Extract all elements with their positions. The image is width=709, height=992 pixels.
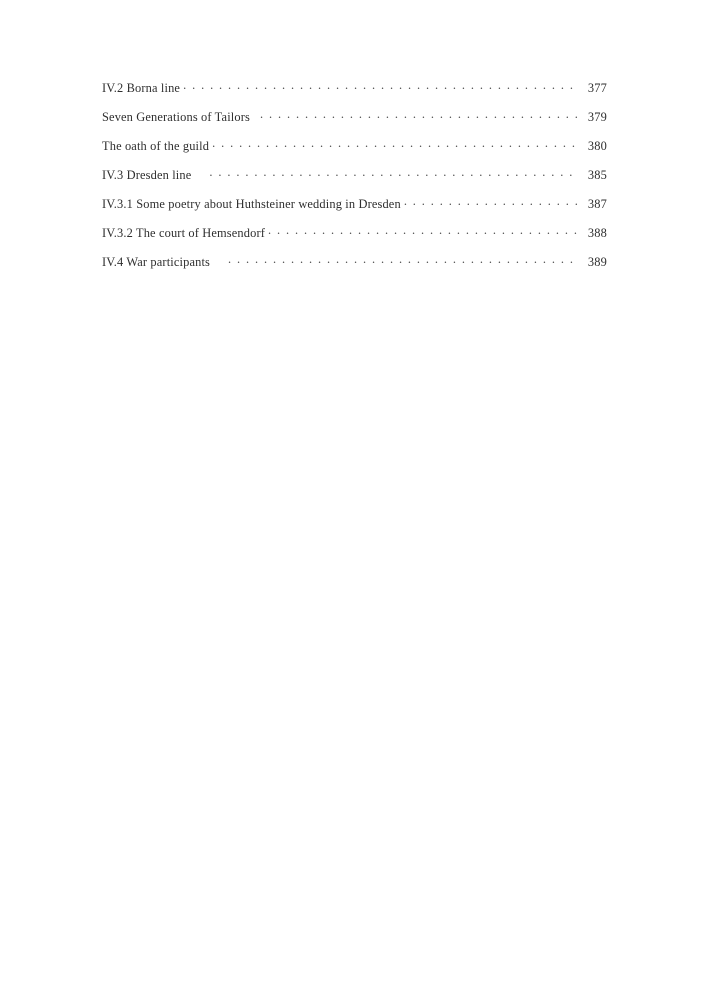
toc-entry-page-number: 389 bbox=[587, 255, 607, 270]
toc-entry[interactable] bbox=[102, 138, 607, 153]
toc-leader-dots bbox=[260, 109, 579, 121]
toc-entry[interactable] bbox=[102, 225, 607, 240]
toc-entry-title: IV.4 War participants bbox=[102, 255, 211, 270]
toc-leader-dots bbox=[183, 80, 579, 92]
toc-leader-dots bbox=[209, 167, 579, 179]
toc-entry[interactable] bbox=[102, 254, 607, 269]
toc-leader-dots bbox=[212, 138, 579, 150]
toc-entry-page-number: 380 bbox=[587, 139, 607, 154]
toc-entry[interactable] bbox=[102, 80, 607, 95]
toc-leader-dots bbox=[228, 254, 579, 266]
toc-entry-title: IV.3 Dresden line bbox=[102, 168, 192, 183]
toc-entry-title: IV.3.2 The court of Hemsendorf bbox=[102, 226, 266, 241]
toc-entry-page-number: 377 bbox=[587, 81, 607, 96]
table-of-contents bbox=[102, 80, 607, 283]
toc-entry-page-number: 379 bbox=[587, 110, 607, 125]
toc-leader-dots bbox=[404, 196, 579, 208]
toc-entry-title: The oath of the guild bbox=[102, 139, 210, 154]
toc-leader-dots bbox=[268, 225, 579, 237]
toc-entry-title: Seven Generations of Tailors bbox=[102, 110, 250, 125]
toc-entry[interactable] bbox=[102, 167, 607, 182]
toc-entry[interactable] bbox=[102, 109, 607, 124]
toc-entry-page-number: 385 bbox=[587, 168, 607, 183]
toc-entry-page-number: 387 bbox=[587, 197, 607, 212]
toc-entry[interactable] bbox=[102, 196, 607, 211]
toc-entry-page-number: 388 bbox=[587, 226, 607, 241]
toc-entry-title: IV.2 Borna line bbox=[102, 81, 181, 96]
toc-entry-title: IV.3.1 Some poetry about Huthsteiner wedding in Dresden bbox=[102, 197, 401, 212]
